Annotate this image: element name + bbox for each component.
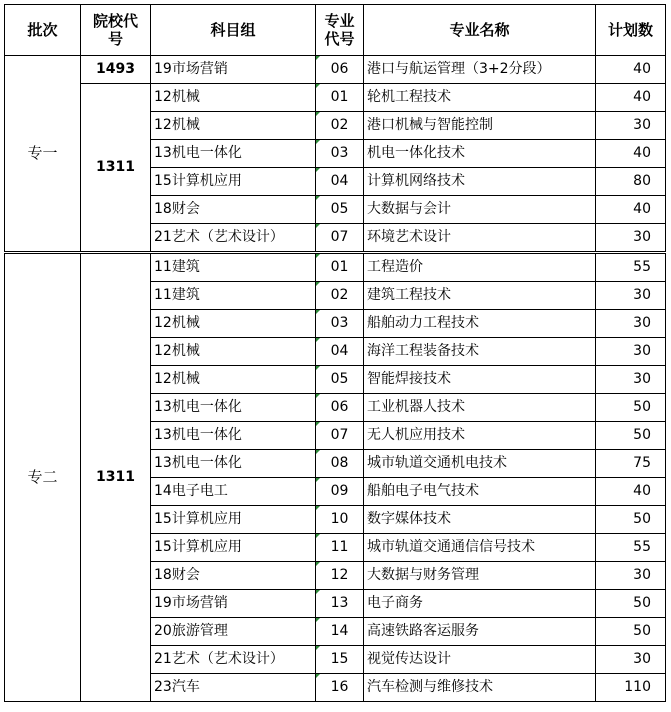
plan-count-cell: 50 — [596, 394, 666, 422]
major-code-cell: 07 — [316, 224, 364, 253]
plan-count-cell: 30 — [596, 366, 666, 394]
major-code-cell: 04 — [316, 338, 364, 366]
subject-group-cell: 18财会 — [151, 562, 316, 590]
subject-group-cell: 12机械 — [151, 310, 316, 338]
table-row — [5, 84, 666, 112]
school-code-cell: 1311 — [81, 84, 151, 253]
plan-count-cell: 30 — [596, 112, 666, 140]
header-plan-count: 计划数 — [596, 5, 666, 56]
plan-count-cell: 30 — [596, 224, 666, 253]
plan-count-cell: 30 — [596, 646, 666, 674]
plan-count-cell: 30 — [596, 562, 666, 590]
subject-group-cell: 13机电一体化 — [151, 140, 316, 168]
plan-count-cell: 55 — [596, 534, 666, 562]
major-name-cell: 工程造价 — [364, 253, 596, 282]
major-code-cell: 01 — [316, 253, 364, 282]
major-code-cell: 01 — [316, 84, 364, 112]
batch-cell: 专二 — [5, 253, 81, 702]
major-name-cell: 视觉传达设计 — [364, 646, 596, 674]
subject-group-cell: 12机械 — [151, 338, 316, 366]
major-name-cell: 船舶动力工程技术 — [364, 310, 596, 338]
subject-group-cell: 21艺术（艺术设计） — [151, 646, 316, 674]
subject-group-cell: 12机械 — [151, 84, 316, 112]
major-code-cell: 02 — [316, 112, 364, 140]
subject-group-cell: 23汽车 — [151, 674, 316, 702]
subject-group-cell: 12机械 — [151, 112, 316, 140]
batch-cell: 专一 — [5, 56, 81, 253]
subject-group-cell: 18财会 — [151, 196, 316, 224]
plan-count-cell: 30 — [596, 282, 666, 310]
major-name-cell: 港口与航运管理（3+2分段） — [364, 56, 596, 84]
major-code-cell: 13 — [316, 590, 364, 618]
plan-count-cell: 75 — [596, 450, 666, 478]
major-code-cell: 08 — [316, 450, 364, 478]
major-name-cell: 机电一体化技术 — [364, 140, 596, 168]
major-name-cell: 建筑工程技术 — [364, 282, 596, 310]
major-code-cell: 03 — [316, 140, 364, 168]
major-name-cell: 工业机器人技术 — [364, 394, 596, 422]
plan-count-cell: 50 — [596, 506, 666, 534]
plan-count-cell: 40 — [596, 56, 666, 84]
major-name-cell: 城市轨道交通通信信号技术 — [364, 534, 596, 562]
major-code-cell: 03 — [316, 310, 364, 338]
subject-group-cell: 15计算机应用 — [151, 168, 316, 196]
major-code-cell: 10 — [316, 506, 364, 534]
header-row — [5, 5, 666, 56]
subject-group-cell: 19市场营销 — [151, 590, 316, 618]
major-name-cell: 数字媒体技术 — [364, 506, 596, 534]
major-name-cell: 环境艺术设计 — [364, 224, 596, 253]
major-code-cell: 11 — [316, 534, 364, 562]
header-school-code: 院校代号 — [81, 5, 151, 56]
subject-group-cell: 13机电一体化 — [151, 450, 316, 478]
subject-group-cell: 12机械 — [151, 366, 316, 394]
subject-group-cell: 13机电一体化 — [151, 422, 316, 450]
plan-count-cell: 40 — [596, 140, 666, 168]
school-code-cell: 1493 — [81, 56, 151, 84]
subject-group-cell: 19市场营销 — [151, 56, 316, 84]
plan-count-cell: 50 — [596, 422, 666, 450]
plan-count-cell: 55 — [596, 253, 666, 282]
major-code-cell: 02 — [316, 282, 364, 310]
major-code-cell: 14 — [316, 618, 364, 646]
major-code-cell: 15 — [316, 646, 364, 674]
plan-count-cell: 50 — [596, 590, 666, 618]
major-code-cell: 07 — [316, 422, 364, 450]
major-code-cell: 05 — [316, 196, 364, 224]
major-name-cell: 无人机应用技术 — [364, 422, 596, 450]
plan-count-cell: 40 — [596, 478, 666, 506]
major-name-cell: 大数据与会计 — [364, 196, 596, 224]
table-row — [5, 56, 666, 84]
major-code-cell: 16 — [316, 674, 364, 702]
header-major-code: 专业代号 — [316, 5, 364, 56]
subject-group-cell: 20旅游管理 — [151, 618, 316, 646]
plan-count-cell: 40 — [596, 196, 666, 224]
major-name-cell: 智能焊接技术 — [364, 366, 596, 394]
plan-count-cell: 50 — [596, 618, 666, 646]
subject-group-cell: 11建筑 — [151, 282, 316, 310]
major-name-cell: 电子商务 — [364, 590, 596, 618]
major-code-cell: 06 — [316, 56, 364, 84]
major-code-cell: 09 — [316, 478, 364, 506]
major-name-cell: 海洋工程装备技术 — [364, 338, 596, 366]
header-major-name: 专业名称 — [364, 5, 596, 56]
subject-group-cell: 14电子电工 — [151, 478, 316, 506]
plan-count-cell: 40 — [596, 84, 666, 112]
major-name-cell: 船舶电子电气技术 — [364, 478, 596, 506]
major-code-cell: 05 — [316, 366, 364, 394]
enrollment-plan-table — [4, 4, 666, 702]
subject-group-cell: 15计算机应用 — [151, 506, 316, 534]
major-name-cell: 计算机网络技术 — [364, 168, 596, 196]
subject-group-cell: 15计算机应用 — [151, 534, 316, 562]
plan-count-cell: 30 — [596, 310, 666, 338]
plan-count-cell: 80 — [596, 168, 666, 196]
major-name-cell: 港口机械与智能控制 — [364, 112, 596, 140]
plan-count-cell: 110 — [596, 674, 666, 702]
major-code-cell: 12 — [316, 562, 364, 590]
major-name-cell: 汽车检测与维修技术 — [364, 674, 596, 702]
table-body — [5, 56, 666, 702]
major-name-cell: 轮机工程技术 — [364, 84, 596, 112]
school-code-cell: 1311 — [81, 253, 151, 702]
major-name-cell: 大数据与财务管理 — [364, 562, 596, 590]
major-code-cell: 06 — [316, 394, 364, 422]
header-subject-group: 科目组 — [151, 5, 316, 56]
major-name-cell: 城市轨道交通机电技术 — [364, 450, 596, 478]
plan-count-cell: 30 — [596, 338, 666, 366]
subject-group-cell: 21艺术（艺术设计） — [151, 224, 316, 253]
subject-group-cell: 11建筑 — [151, 253, 316, 282]
major-code-cell: 04 — [316, 168, 364, 196]
table-row — [5, 253, 666, 282]
subject-group-cell: 13机电一体化 — [151, 394, 316, 422]
major-name-cell: 高速铁路客运服务 — [364, 618, 596, 646]
header-batch: 批次 — [5, 5, 81, 56]
